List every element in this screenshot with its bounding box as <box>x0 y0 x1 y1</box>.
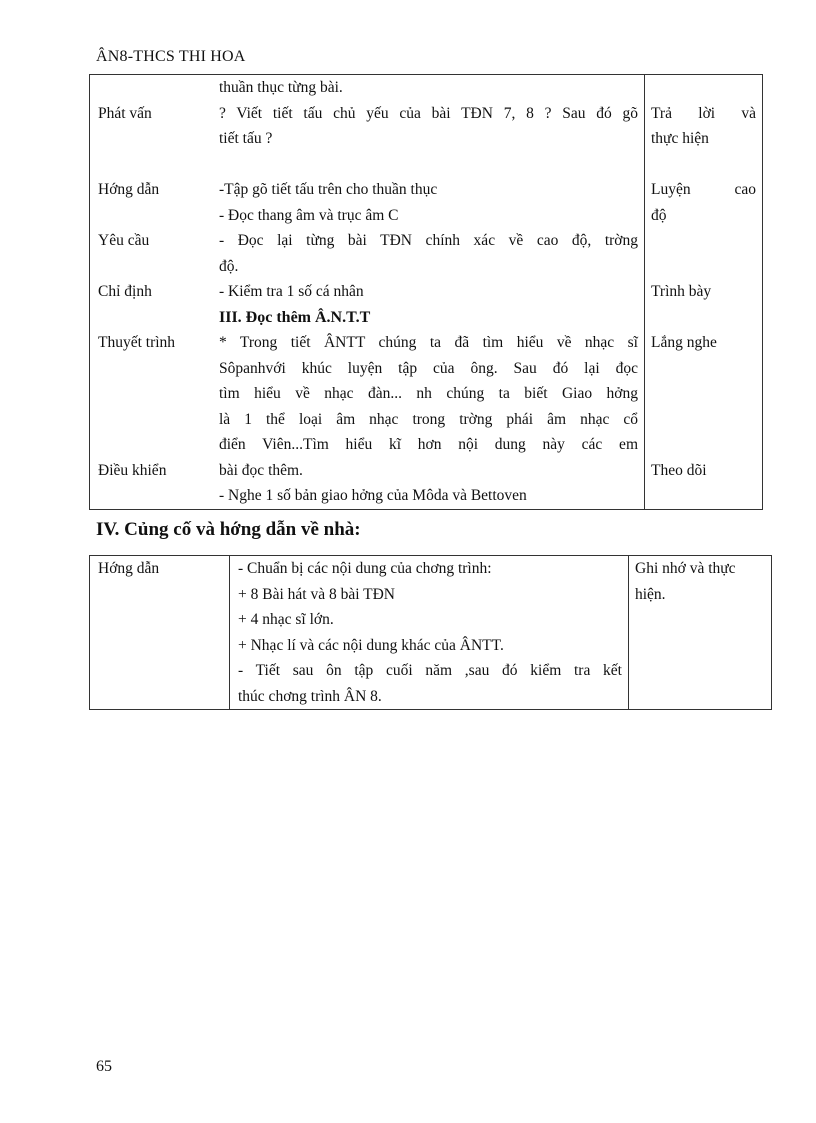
activity-cell: hiện. <box>635 585 666 603</box>
method-cell: Chỉ định <box>98 283 152 300</box>
activity-cell <box>651 75 756 101</box>
method-cell <box>98 407 215 433</box>
method-cell <box>98 381 215 407</box>
method-cell <box>98 305 215 331</box>
content-line: -Tập gõ tiết tấu trên cho thuần thục <box>219 181 438 198</box>
activity-cell: thực hiện <box>651 130 709 147</box>
method-cell <box>98 203 215 229</box>
content-line <box>219 152 638 178</box>
homework-table <box>89 555 772 710</box>
activity-cell: Ghi nhớ và thực <box>635 560 736 577</box>
page-header: ÂN8-THCS THI HOA <box>96 48 246 65</box>
content-line: bài đọc thêm. <box>219 461 303 479</box>
activity-cell <box>651 228 756 254</box>
activity-cell <box>651 432 756 458</box>
content-line: ? Viết tiết tấu chủ yếu của bài TĐN 7, 8 ? Sau đó gõ <box>219 104 638 122</box>
reading-section-heading: III. Đọc thêm Â.N.T.T <box>219 308 371 326</box>
content-line: điển Viên...Tìm hiểu kĩ hơn nội dung này các em <box>219 436 638 453</box>
content-line: là 1 thể loại âm nhạc trong trờng phái âm nhạc cổ <box>219 410 638 428</box>
activity-cell: Lắng nghe <box>651 334 717 351</box>
homework-method-cell <box>90 556 230 710</box>
section-title: IV. Củng cố và hớng dẫn về nhà: <box>96 519 361 540</box>
method-cell: Hớng dẫn <box>98 181 160 198</box>
content-line: - Nghe 1 số bản giao hởng của Môda và Bettoven <box>219 487 527 504</box>
activity-cell <box>651 305 756 331</box>
teacher-method-column <box>90 75 216 510</box>
method-cell: Thuyết trình <box>98 334 176 351</box>
student-activity-column <box>645 75 763 510</box>
content-line: - Đọc thang âm và trục âm C <box>219 206 399 224</box>
homework-activity-cell <box>629 556 772 710</box>
content-line: thúc chơng trình ÂN 8. <box>238 687 382 705</box>
content-line: - Chuẩn bị các nội dung của chơng trình: <box>238 560 492 577</box>
activity-cell: Theo dõi <box>651 461 707 479</box>
content-line: + 8 Bài hát và 8 bài TĐN <box>238 585 395 603</box>
activity-cell <box>651 407 756 433</box>
method-cell <box>98 254 215 280</box>
content-line: - Tiết sau ôn tập cuối năm ,sau đó kiểm tra kết <box>238 662 622 679</box>
activity-cell: Trình bày <box>651 283 712 300</box>
method-cell <box>98 126 215 152</box>
method-cell: Điều khiển <box>98 461 167 479</box>
activity-cell <box>651 254 756 280</box>
page-number: 65 <box>96 1058 112 1075</box>
content-column <box>215 75 645 510</box>
activity-cell <box>651 381 756 407</box>
method-cell: Hớng dẫn <box>98 560 160 577</box>
content-line: thuần thục từng bài. <box>219 79 343 96</box>
method-cell <box>98 75 215 101</box>
content-line: + 4 nhạc sĩ lớn. <box>238 611 334 628</box>
activity-cell: độ <box>651 206 667 224</box>
content-line: tìm hiểu về nhạc đàn... nh chúng ta biết Giao hởng <box>219 385 638 402</box>
content-line: + Nhạc lí và các nội dung khác của ÂNTT. <box>238 636 504 654</box>
method-cell: Yêu cầu <box>98 232 150 249</box>
content-line: tiết tấu ? <box>219 130 273 147</box>
method-cell <box>98 432 215 458</box>
method-cell <box>98 356 215 382</box>
content-line: độ. <box>219 257 239 275</box>
method-cell <box>98 152 215 178</box>
method-cell: Phát vấn <box>98 104 152 122</box>
activity-cell <box>651 356 756 382</box>
activity-cell: Trả lời và <box>651 104 756 122</box>
content-line: - Đọc lại từng bài TĐN chính xác về cao độ, trờng <box>219 232 638 249</box>
content-line: Sôpanhvới khúc luyện tập của ông. Sau đó lại đọc <box>219 359 638 377</box>
activity-cell: Luyện cao <box>651 181 756 198</box>
activity-cell <box>651 152 756 178</box>
content-line: * Trong tiết ÂNTT chúng ta đã tìm hiểu về nhạc sĩ <box>219 334 638 351</box>
content-line: - Kiểm tra 1 số cá nhân <box>219 283 364 300</box>
activity-table <box>89 74 763 510</box>
homework-content-cell <box>230 556 629 710</box>
